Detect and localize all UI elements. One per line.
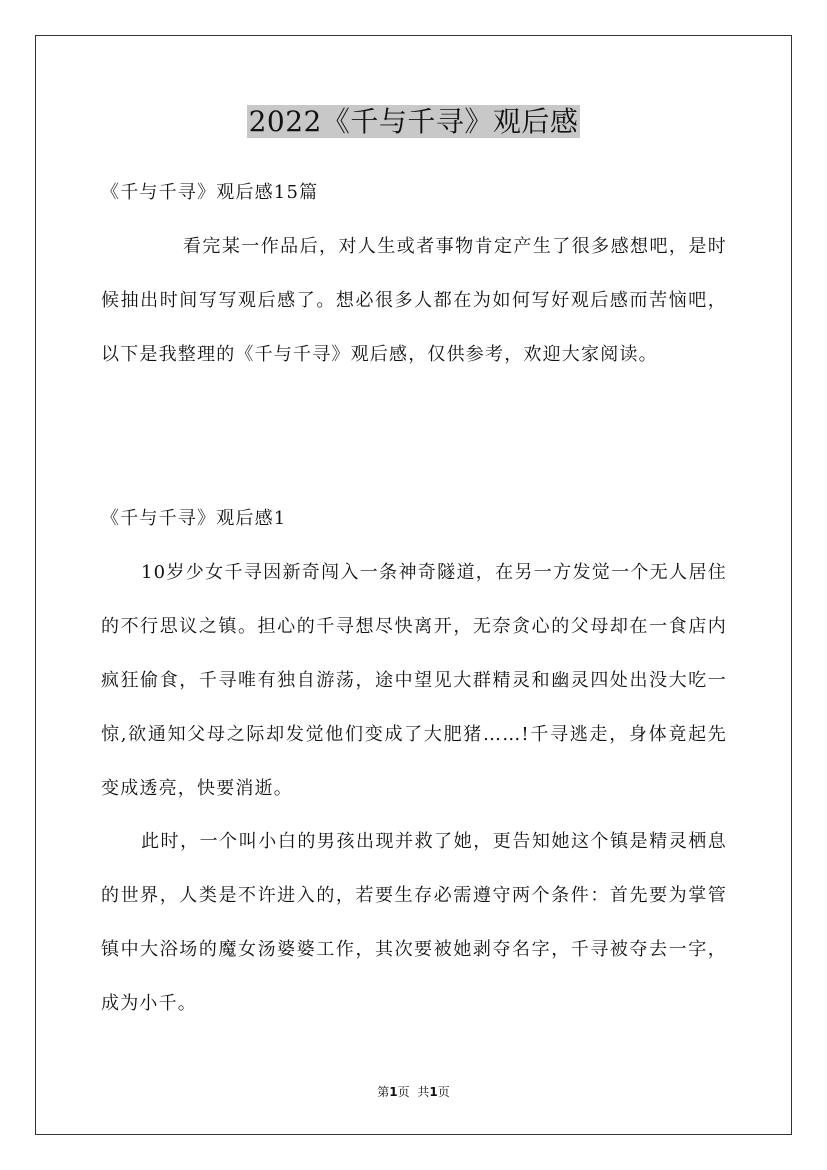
total-pages-number: 1 — [429, 1085, 438, 1099]
section-heading: 《千与千寻》观后感1 — [101, 508, 287, 529]
body-paragraph-1: 10岁少女千寻因新奇闯入一条神奇隧道，在另一方发觉一个无人居住的不行思议之镇。担心的千寻想尽快离开，无奈贪心的父母却在一食店内疯狂偷食，千寻唯有独自游荡，途中望见大群精灵和幽灵四处出没大吃一惊,欲通知父母之际却发觉他们变成了大肥猪……!千寻逃走，身体竟起先变成透亮，快要消逝。 — [101, 562, 727, 799]
page-footer — [0, 1083, 827, 1101]
page-label: 第 — [377, 1085, 390, 1099]
body-paragraph-2: 此时，一个叫小白的男孩出现并救了她，更告知她这个镇是精灵栖息的世界，人类是不许进入的，若要生存必需遵守两个条件：首先要为掌管镇中大浴场的魔女汤婆婆工作，其次要被她剥夺名字，千寻被夺去一字，成为小千。 — [101, 831, 727, 1014]
document-title — [0, 100, 827, 144]
current-page-number: 1 — [389, 1085, 398, 1099]
intro-paragraph: 看完某一作品后，对人生或者事物肯定产生了很多感想吧，是时候抽出时间写写观后感了。想必很多人都在为如何写好观后感而苦恼吧，以下是我整理的《千与千寻》观后感，仅供参考，欢迎大家阅读。 — [101, 236, 727, 365]
total-label: 共 — [417, 1085, 430, 1099]
total-suffix: 页 — [437, 1085, 450, 1099]
document-title-text: 2022《千与千寻》观后感 — [248, 105, 579, 138]
document-subtitle: 《千与千寻》观后感15篇 — [101, 182, 319, 203]
page-suffix: 页 — [397, 1085, 410, 1099]
